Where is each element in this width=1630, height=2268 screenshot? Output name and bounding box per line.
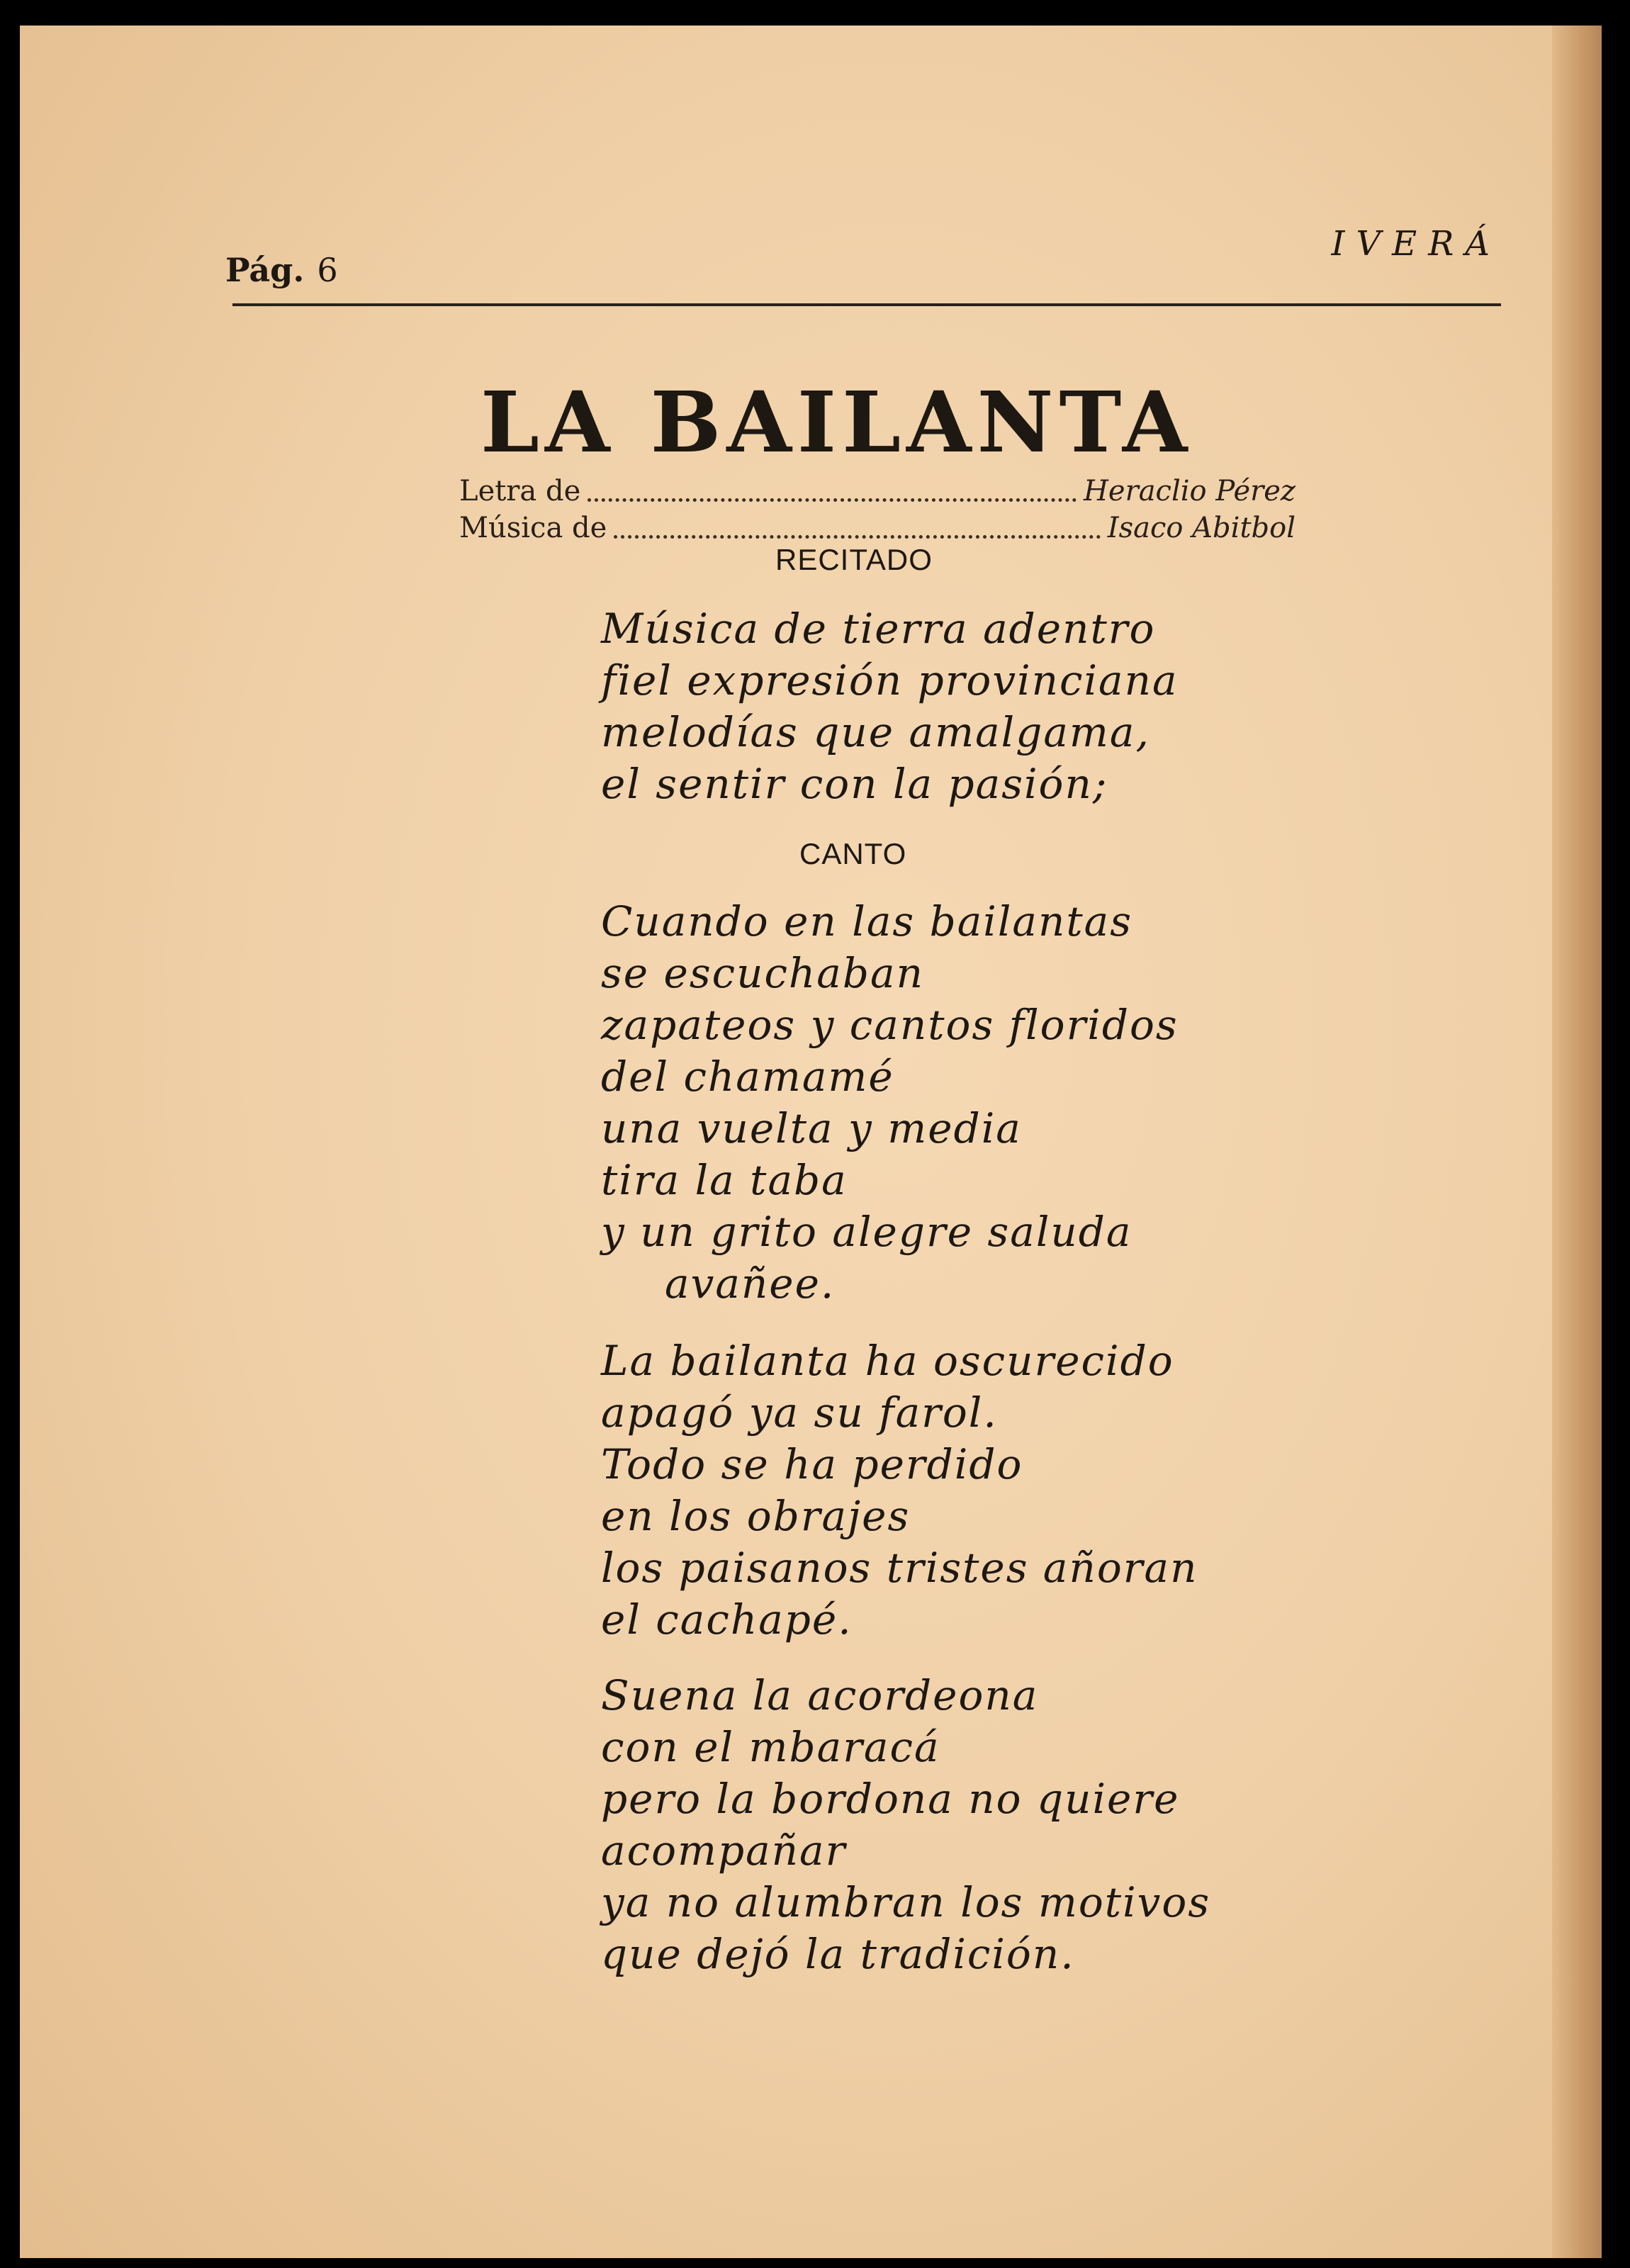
page-header [225, 224, 1501, 302]
verse-line: con el mbaracá [601, 1723, 940, 1771]
verse-line: el sentir con la pasión; [601, 760, 1108, 808]
verse-line: avañee. [665, 1259, 836, 1308]
verse-line: fiel expresión provinciana [601, 656, 1179, 704]
publication-name: IVERÁ [1331, 224, 1501, 264]
page-edge-shadow [1552, 26, 1602, 2258]
section-heading-recitado: RECITADO [775, 543, 933, 576]
verse-line: pero la bordona no quiere [601, 1775, 1180, 1823]
verse-line: acompañar [601, 1826, 847, 1875]
verse-line: tira la taba [601, 1156, 848, 1204]
page-number: 6 [317, 251, 338, 289]
section-heading-canto: CANTO [799, 837, 907, 870]
verse-line: Cuando en las bailantas [601, 897, 1132, 945]
leader-dots [588, 498, 1077, 502]
recitado-stanza [601, 603, 1179, 810]
verse-line: en los obrajes [601, 1492, 911, 1540]
magazine-page [20, 26, 1602, 2258]
verse-line: se escuchaban [601, 949, 924, 997]
verse-line: Música de tierra adentro [601, 605, 1156, 653]
credit-music [459, 507, 1295, 544]
verse-line: una vuelta y media [601, 1104, 1022, 1152]
verse-line: zapateos y cantos floridos [601, 1001, 1179, 1049]
verse-line: los paisanos tristes añoran [601, 1544, 1198, 1592]
credit-lyrics [459, 471, 1295, 507]
song-credits [459, 471, 1295, 544]
verse-line: Todo se ha perdido [601, 1440, 1023, 1488]
song-title: LA BAILANTA [480, 373, 1193, 471]
verse-line: ya no alumbran los motivos [601, 1878, 1211, 1926]
credit-music-label: Música de [459, 512, 607, 544]
verse-line: y un grito alegre saluda [601, 1208, 1132, 1256]
verse-line: el cachapé. [601, 1595, 853, 1644]
verse-line: La bailanta ha oscurecido [601, 1337, 1174, 1385]
canto-stanza-3 [601, 1670, 1210, 1980]
credit-lyrics-name: Heraclio Pérez [1084, 475, 1295, 507]
credit-lyrics-label: Letra de [459, 475, 581, 507]
verse-line: Suena la acordeona [601, 1671, 1039, 1719]
verse-line: del chamamé [601, 1052, 894, 1101]
page-number-label [225, 251, 338, 289]
verse-line: melodías que amalgama, [601, 708, 1150, 756]
verse-line: apagó ya su farol. [601, 1388, 998, 1437]
credit-music-name: Isaco Abitbol [1107, 512, 1295, 544]
page-label: Pág. [225, 251, 305, 289]
canto-stanza-2 [601, 1335, 1198, 1646]
leader-dots [614, 535, 1101, 539]
verse-line: que dejó la tradición. [601, 1930, 1075, 1978]
canto-stanza-1 [601, 896, 1179, 1310]
header-rule [232, 303, 1501, 306]
